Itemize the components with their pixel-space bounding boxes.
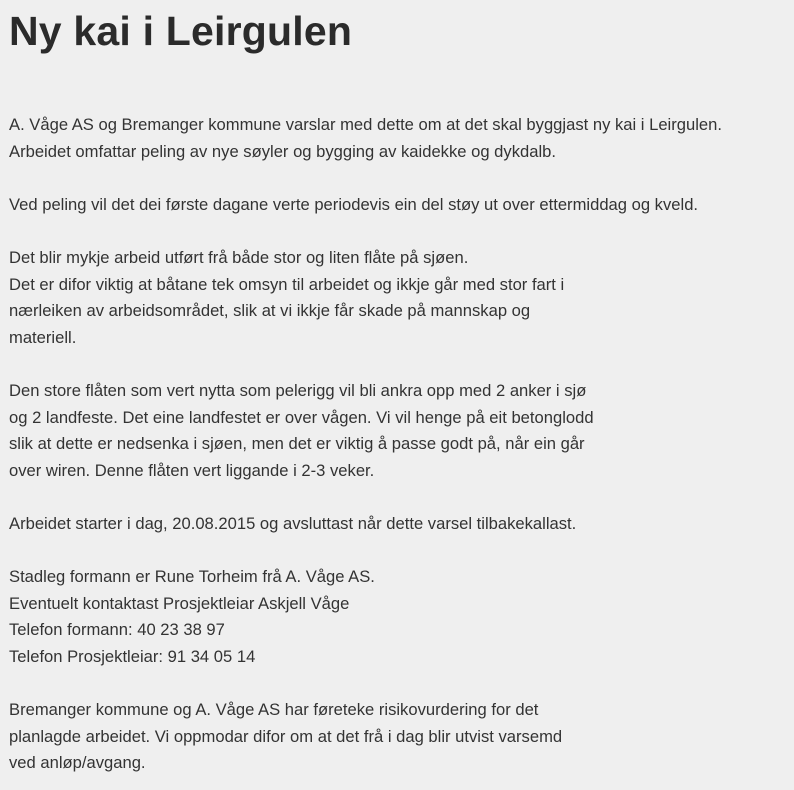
paragraph-line: A. Våge AS og Bremanger kommune varslar med dette om at det skal byggjast ny kai i Leirgulen. xyxy=(9,115,722,134)
paragraph-line: Den store flåten som vert nytta som pelerigg vil bli ankra opp med 2 anker i sjø xyxy=(9,380,587,400)
paragraph-line: over wiren. Denne flåten vert liggande i 2-3 veker. xyxy=(9,460,375,480)
contact-foreman: Stadleg formann er Rune Torheim frå A. Våge AS. xyxy=(9,567,375,587)
paragraph-line: materiell. xyxy=(9,327,77,347)
paragraph-contacts xyxy=(9,564,794,670)
contact-project-leader: Eventuelt kontaktast Prosjektleiar Askjell Våge xyxy=(9,593,350,613)
paragraph-line: Det er difor viktig at båtane tek omsyn til arbeidet og ikkje går med stor fart i xyxy=(9,274,565,294)
phone-foreman: Telefon formann: 40 23 38 97 xyxy=(9,620,225,640)
paragraph-line: Bremanger kommune og A. Våge AS har føreteke risikovurdering for det xyxy=(9,700,539,720)
paragraph-start-date xyxy=(9,511,794,538)
paragraph-intro xyxy=(9,112,794,165)
paragraph-line: ved anløp/avgang. xyxy=(9,753,146,773)
paragraph-line: Det blir mykje arbeid utført frå både stor og liten flåte på sjøen. xyxy=(9,247,469,267)
article-title: Ny kai i Leirgulen xyxy=(9,8,353,54)
paragraph-pile-rig xyxy=(9,378,794,484)
paragraph-noise xyxy=(9,192,794,219)
article-body xyxy=(9,112,794,777)
phone-project-leader: Telefon Prosjektleiar: 91 34 05 14 xyxy=(9,646,256,666)
paragraph-line: Ved peling vil det dei første dagane verte periodevis ein del støy ut over ettermiddag og kveld. xyxy=(9,194,699,214)
paragraph-line: slik at dette er nedsenka i sjøen, men det er viktig å passe godt på, når ein går xyxy=(9,434,585,454)
paragraph-line: nærleiken av arbeidsområdet, slik at vi ikkje får skade på mannskap og xyxy=(9,301,531,321)
paragraph-boat-traffic xyxy=(9,245,794,351)
paragraph-line: planlagde arbeidet. Vi oppmodar difor om at det frå i dag blir utvist varsemd xyxy=(9,726,563,746)
paragraph-line: Arbeidet starter i dag, 20.08.2015 og avsluttast når dette varsel tilbakekallast. xyxy=(9,513,577,533)
paragraph-line: og 2 landfeste. Det eine landfestet er over vågen. Vi vil henge på eit betonglodd xyxy=(9,407,594,427)
paragraph-line: Arbeidet omfattar peling av nye søyler og bygging av kaidekke og dykdalb. xyxy=(9,141,556,161)
paragraph-risk-assessment xyxy=(9,697,794,777)
